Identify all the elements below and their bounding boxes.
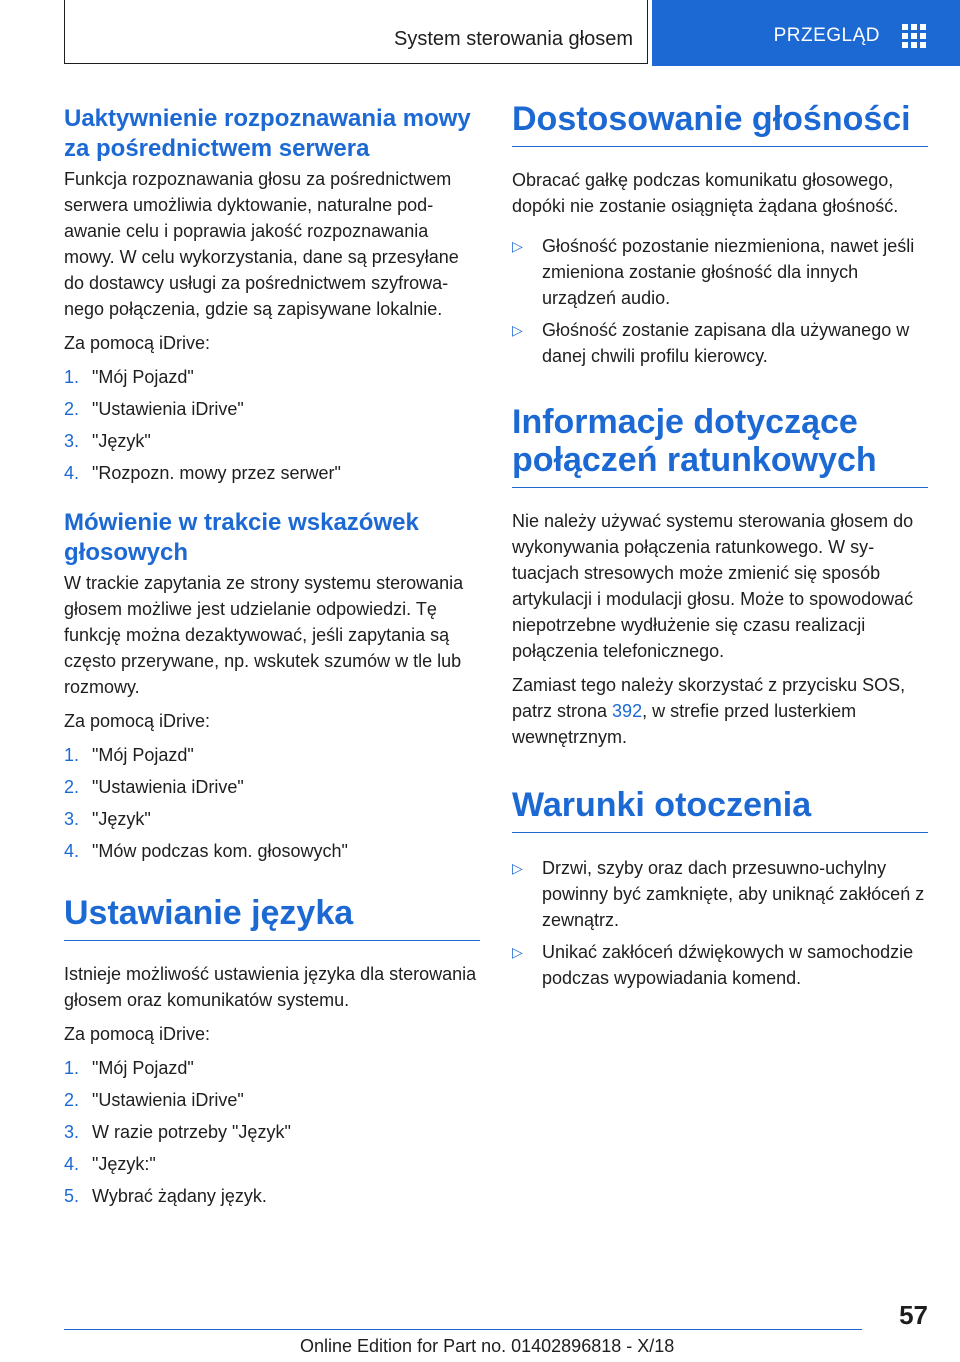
bullet-item	[512, 939, 928, 991]
bullet-text: Unikać zakłóceń dźwiękowych w samochodzie podczas wypowiadania komend.	[542, 942, 914, 988]
step-item	[64, 1087, 480, 1113]
grid-menu-icon	[902, 24, 926, 48]
bullet-item	[512, 855, 928, 933]
bullet-text: Głośność pozostanie niezmieniona, nawet jeśli zmieniona zostanie głośność dla innych urządzeń audio.	[542, 236, 915, 308]
step-item	[64, 364, 480, 390]
step-text: "Ustawienia iDrive"	[92, 399, 244, 419]
section-body: Nie należy używać systemu sterowania głosem do wykonywania połączenia ratunkowego. W sytuacjach stresowych może zmienić się sposób artykulacji i modulacji głosu. Może to spowodować niepotrzebne wydłużenie się czasu realizacji połączenia telefonicznego.	[512, 511, 914, 661]
step-text: "Mój Pojazd"	[92, 367, 194, 387]
section-body: Obracać gałkę podczas komunikatu głosowego, dopóki nie zostanie osiągnięta żądana głośność.	[512, 170, 899, 216]
footer-divider	[64, 1329, 862, 1330]
step-number: 5.	[64, 1186, 80, 1206]
triangle-bullet-icon: ▷	[512, 238, 523, 254]
sos-text-post: , w strefie przed lusterkiem wewnętrznym.	[512, 701, 857, 747]
bullet-list	[512, 233, 928, 369]
section-heading-volume: Dostosowanie głośności	[512, 100, 928, 147]
step-item	[64, 396, 480, 422]
step-item	[64, 774, 480, 800]
bullet-item	[512, 233, 928, 311]
section-heading-language: Ustawianie języka	[64, 894, 480, 941]
step-text: "Ustawienia iDrive"	[92, 777, 244, 797]
idrive-intro: Za pomocą iDrive:	[64, 1024, 211, 1044]
steps-list	[64, 742, 480, 864]
step-text: "Mów podczas kom. głosowych"	[92, 841, 348, 861]
step-text: "Mój Pojazd"	[92, 1058, 194, 1078]
section-body-sos	[512, 672, 928, 750]
step-number: 3.	[64, 809, 80, 829]
step-text: "Rozpozn. mowy przez serwer"	[92, 463, 341, 483]
step-number: 4.	[64, 1154, 80, 1174]
step-number: 3.	[64, 431, 80, 451]
bullet-item	[512, 317, 928, 369]
step-text: "Mój Pojazd"	[92, 745, 194, 765]
triangle-bullet-icon: ▷	[512, 322, 523, 338]
step-item	[64, 1119, 480, 1145]
step-text: W razie potrzeby "Język"	[92, 1122, 291, 1142]
step-text: "Język:"	[92, 1154, 156, 1174]
page-number: 57	[899, 1300, 928, 1330]
bullet-list	[512, 855, 928, 991]
steps-list	[64, 1055, 480, 1209]
header-section-box	[64, 0, 648, 64]
step-item	[64, 742, 480, 768]
bullet-text: Głośność zostanie zapisana dla używanego w danej chwili profilu kierowcy.	[542, 320, 910, 366]
section-heading-environment: Warunki otoczenia	[512, 786, 928, 833]
step-item	[64, 1055, 480, 1081]
section-title: System sterowania głosem	[394, 28, 633, 50]
step-number: 3.	[64, 1122, 80, 1142]
section-heading-voice-prompts: Mówienie w trakcie wskazówek głosowych	[64, 509, 419, 566]
step-text: "Ustawienia iDrive"	[92, 1090, 244, 1110]
left-column	[64, 100, 480, 1219]
overview-nav-label: PRZEGLĄD	[773, 25, 880, 46]
footer-edition: Online Edition for Part no. 01402896818 - X/18	[300, 1336, 675, 1356]
step-text: "Język"	[92, 809, 151, 829]
step-item	[64, 838, 480, 864]
section-body: Istnieje możliwość ustawienia języka dla sterowania głosem oraz komunikatów systemu.	[64, 964, 477, 1010]
step-number: 1.	[64, 367, 80, 387]
section-body: W trackie zapytania ze strony systemu sterowania głosem możliwe jest udzielanie odpowiedzi. Tę funkcję można dezaktywować, jeśli zapytania są często przerywane, np. wskutek szumów w tle lub rozmowy.	[64, 573, 464, 697]
step-text: Wybrać żądany język.	[92, 1186, 267, 1206]
step-number: 2.	[64, 1090, 80, 1110]
step-number: 2.	[64, 777, 80, 797]
section-heading-emergency: Informacje dotyczące połączeń ratunkowych	[512, 403, 928, 488]
step-item	[64, 1183, 480, 1209]
idrive-intro: Za pomocą iDrive:	[64, 333, 211, 353]
step-number: 1.	[64, 1058, 80, 1078]
step-item	[64, 460, 480, 486]
right-column	[512, 100, 928, 1001]
step-number: 4.	[64, 463, 80, 483]
step-text: "Język"	[92, 431, 151, 451]
triangle-bullet-icon: ▷	[512, 860, 523, 876]
idrive-intro: Za pomocą iDrive:	[64, 711, 211, 731]
step-number: 4.	[64, 841, 80, 861]
page-link[interactable]: 392	[612, 701, 643, 721]
step-item	[64, 428, 480, 454]
step-number: 2.	[64, 399, 80, 419]
step-item	[64, 1151, 480, 1177]
bullet-text: Drzwi, szyby oraz dach przesuwno-uchylny powinny być zamknięte, aby uniknąć zakłóceń z zewnątrz.	[542, 858, 925, 930]
section-body: Funkcja rozpoznawania głosu za pośrednictwem serwera umożliwia dyktowanie, naturalne podawanie celu i poprawia jakość rozpoznawania mowy. W celu wykorzystania, dane są przesyłane do dostawcy usługi za pośrednictwem szyfrowanego połączenia, gdzie są zapisywane lokalnie.	[64, 169, 459, 319]
triangle-bullet-icon: ▷	[512, 944, 523, 960]
overview-nav-button[interactable]	[652, 0, 960, 66]
section-heading-server-recognition: Uaktywnienie rozpoznawania mowy za pośrednictwem serwera	[64, 105, 471, 162]
steps-list	[64, 364, 480, 486]
step-number: 1.	[64, 745, 80, 765]
sos-text-pre: Zamiast tego należy skorzystać z przycisku SOS, patrz strona	[512, 675, 906, 721]
step-item	[64, 806, 480, 832]
